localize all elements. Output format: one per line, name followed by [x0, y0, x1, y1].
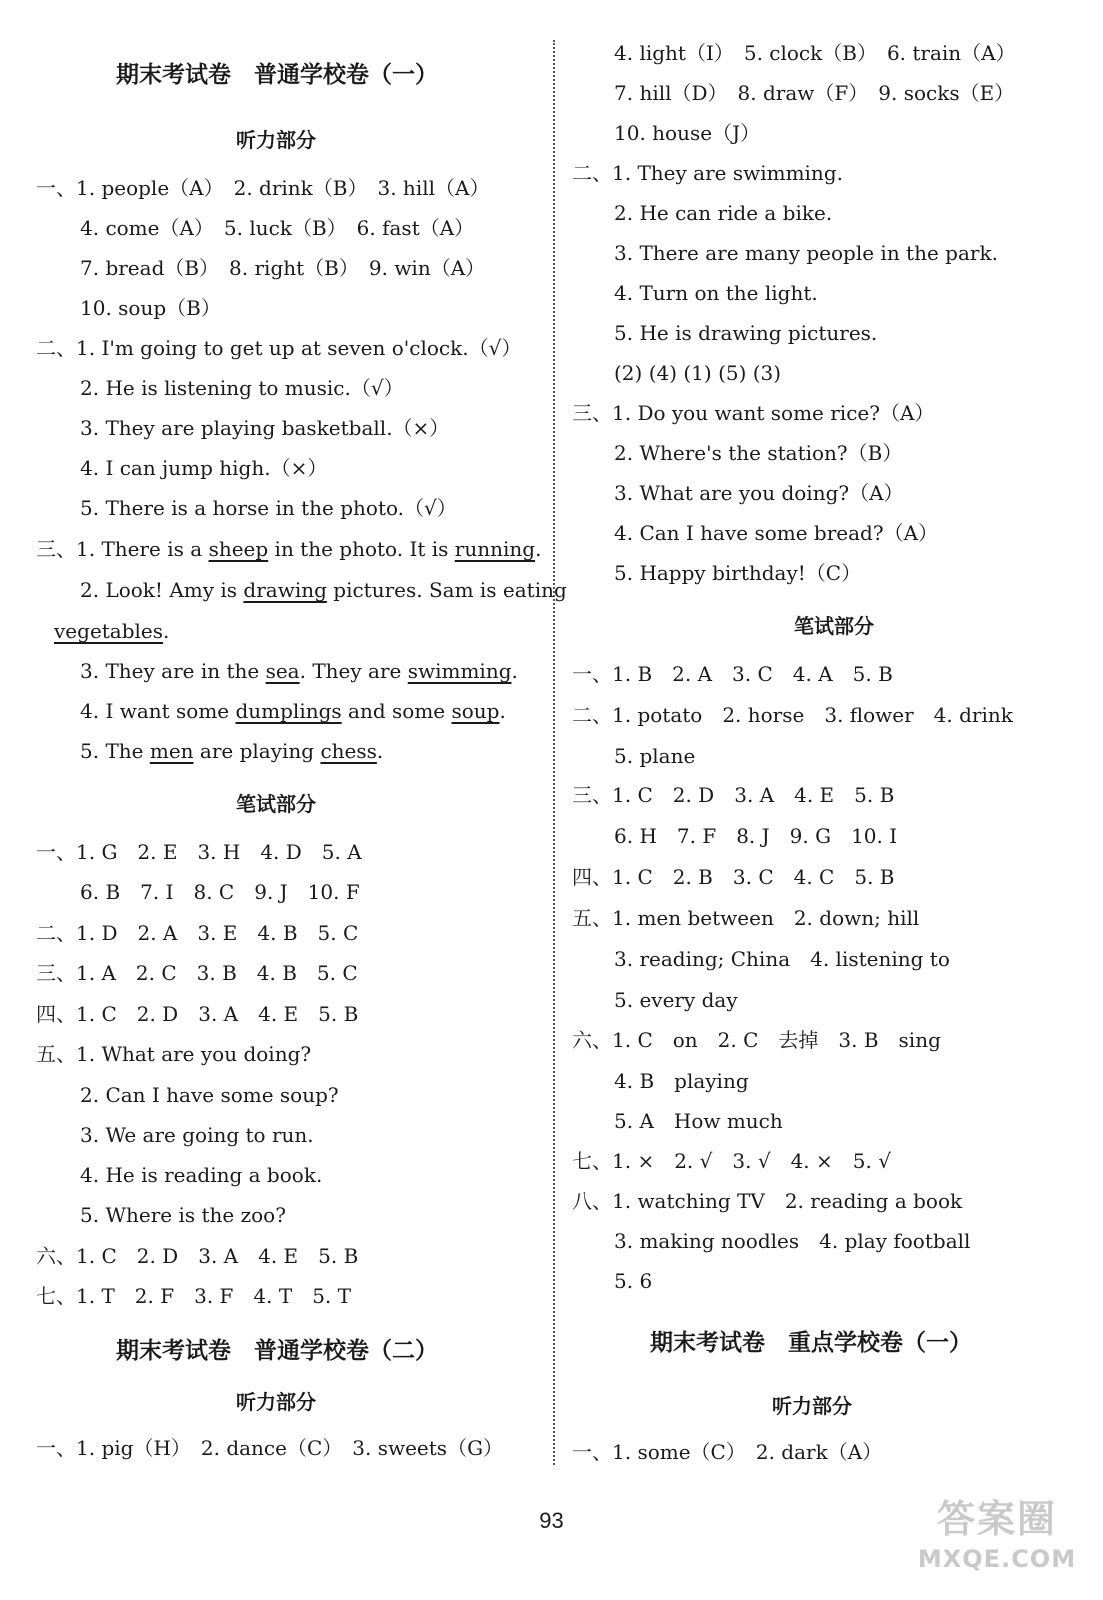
answer-line: 2. He is listening to music.（√） [80, 376, 404, 400]
answer-line: 5. Where is the zoo? [80, 1203, 286, 1227]
answer-line: 4. I can jump high.（×） [80, 456, 328, 480]
section-heading: 笔试部分 [794, 614, 874, 638]
answer-line: (2) (4) (1) (5) (3) [614, 361, 782, 385]
answer-text: . [376, 739, 384, 763]
answer-line: 三、1. A 2. C 3. B 4. B 5. C [36, 961, 358, 985]
answer-line: 6. B 7. I 8. C 9. J 10. F [80, 880, 360, 904]
answer-line: 4. B playing [614, 1069, 749, 1093]
underlined-answer: running [454, 537, 536, 561]
section-heading: 笔试部分 [236, 792, 316, 816]
exam-title: 期末考试卷 普通学校卷（二） [116, 1338, 438, 1364]
answer-text: in the photo. It is [268, 537, 455, 561]
answer-line: 5. Happy birthday!（C） [614, 561, 862, 585]
answer-line: 4. Turn on the light. [614, 281, 818, 305]
answer-line: 一、1. G 2. E 3. H 4. D 5. A [36, 840, 362, 864]
answer-line: 三、1. C 2. D 3. A 4. E 5. B [572, 783, 895, 807]
section-heading: 听力部分 [236, 1390, 316, 1414]
answer-line: 五、1. men between 2. down; hill [572, 906, 920, 930]
answer-line: 5. A How much [614, 1109, 783, 1133]
answer-line: 二、1. They are swimming. [572, 161, 843, 185]
answer-line: 三、1. Do you want some rice?（A） [572, 401, 935, 425]
underlined-answer: vegetables [54, 619, 164, 643]
underlined-answer: swimming [407, 659, 512, 683]
answer-line: 一、1. pig（H） 2. dance（C） 3. sweets（G） [36, 1436, 504, 1460]
answer-line: 2. Where's the station?（B） [614, 441, 903, 465]
answer-text: . They are [299, 659, 408, 683]
answer-line [80, 657, 518, 685]
answer-line: 5. 6 [614, 1269, 653, 1293]
answer-line: 10. soup（B） [80, 296, 221, 320]
answer-line: 2. Can I have some soup? [80, 1083, 339, 1107]
underlined-answer: drawing [243, 578, 327, 602]
answer-line [80, 737, 383, 765]
answer-line: 二、1. potato 2. horse 3. flower 4. drink [572, 703, 1013, 727]
answer-line: 7. bread（B） 8. right（B） 9. win（A） [80, 256, 486, 280]
underlined-answer: chess [320, 739, 377, 763]
answer-line [80, 697, 506, 725]
answer-line: 10. house（J） [614, 121, 761, 145]
page-number: 93 [539, 1508, 564, 1533]
answer-text: . [511, 659, 518, 683]
answer-line: 4. Can I have some bread?（A） [614, 521, 939, 545]
answer-line: 2. He can ride a bike. [614, 201, 833, 225]
answer-line: 二、1. D 2. A 3. E 4. B 5. C [36, 921, 359, 945]
answer-text: . [499, 699, 506, 723]
answer-line: 6. H 7. F 8. J 9. G 10. I [614, 824, 898, 848]
watermark-logo: 答案圈 MXQE.COM [917, 1497, 1077, 1573]
answer-line: 3. They are playing basketball.（×） [80, 416, 450, 440]
answer-line: 八、1. watching TV 2. reading a book [572, 1189, 963, 1213]
answer-line: 四、1. C 2. B 3. C 4. C 5. B [572, 865, 895, 889]
answer-line: 六、1. C 2. D 3. A 4. E 5. B [36, 1244, 359, 1268]
section-heading: 听力部分 [236, 128, 316, 152]
underlined-answer: sheep [208, 537, 269, 561]
exam-title: 期末考试卷 重点学校卷（一） [650, 1330, 972, 1356]
answer-line: 3. There are many people in the park. [614, 241, 998, 265]
answer-line: 七、1. T 2. F 3. F 4. T 5. T [36, 1284, 351, 1308]
section-heading: 听力部分 [772, 1394, 852, 1418]
answer-text: . [163, 619, 170, 643]
underlined-answer: men [149, 739, 194, 763]
underlined-answer: soup [451, 699, 500, 723]
answer-text: 3. They are in the [80, 659, 266, 683]
answer-text: and some [341, 699, 452, 723]
answer-line: 5. There is a horse in the photo.（√） [80, 496, 457, 520]
answer-text: 三、1. There is a [36, 537, 209, 561]
answer-line: 4. He is reading a book. [80, 1163, 323, 1187]
answer-text: . [535, 537, 542, 561]
answer-line: 5. every day [614, 988, 738, 1012]
answer-line: 4. come（A） 5. luck（B） 6. fast（A） [80, 216, 475, 240]
exam-title: 期末考试卷 普通学校卷（一） [116, 62, 438, 88]
answer-line: 3. making noodles 4. play football [614, 1229, 971, 1253]
answer-line: 二、1. I'm going to get up at seven o'clock.（√） [36, 336, 522, 360]
answer-line [54, 617, 169, 645]
answer-line: 七、1. × 2. √ 3. √ 4. × 5. √ [572, 1149, 891, 1173]
answer-text: 4. I want some [80, 699, 236, 723]
answer-text: are playing [193, 739, 321, 763]
answer-line: 3. reading; China 4. listening to [614, 947, 950, 971]
answer-line: 一、1. B 2. A 3. C 4. A 5. B [572, 662, 893, 686]
answer-line: 3. What are you doing?（A） [614, 481, 904, 505]
answer-line: 5. plane [614, 744, 696, 768]
column-divider [553, 40, 555, 1465]
answer-line: 4. light（I） 5. clock（B） 6. train（A） [614, 41, 1016, 65]
answer-text: 5. The [80, 739, 150, 763]
answer-line: 5. He is drawing pictures. [614, 321, 878, 345]
answer-line: 3. We are going to run. [80, 1123, 314, 1147]
answer-line: 四、1. C 2. D 3. A 4. E 5. B [36, 1002, 359, 1026]
answer-line: 一、1. people（A） 2. drink（B） 3. hill（A） [36, 176, 490, 200]
answer-line: 六、1. C on 2. C 去掉 3. B sing [572, 1028, 941, 1052]
underlined-answer: sea [265, 659, 300, 683]
answer-line: 一、1. some（C） 2. dark（A） [572, 1440, 883, 1464]
answer-line [80, 576, 567, 604]
answer-line: 7. hill（D） 8. draw（F） 9. socks（E） [614, 81, 1015, 105]
answer-text: 2. Look! Amy is [80, 578, 244, 602]
answer-line [36, 535, 541, 563]
answer-line: 五、1. What are you doing? [36, 1042, 312, 1066]
underlined-answer: dumplings [235, 699, 342, 723]
answer-text: pictures. Sam is eating [326, 578, 567, 602]
